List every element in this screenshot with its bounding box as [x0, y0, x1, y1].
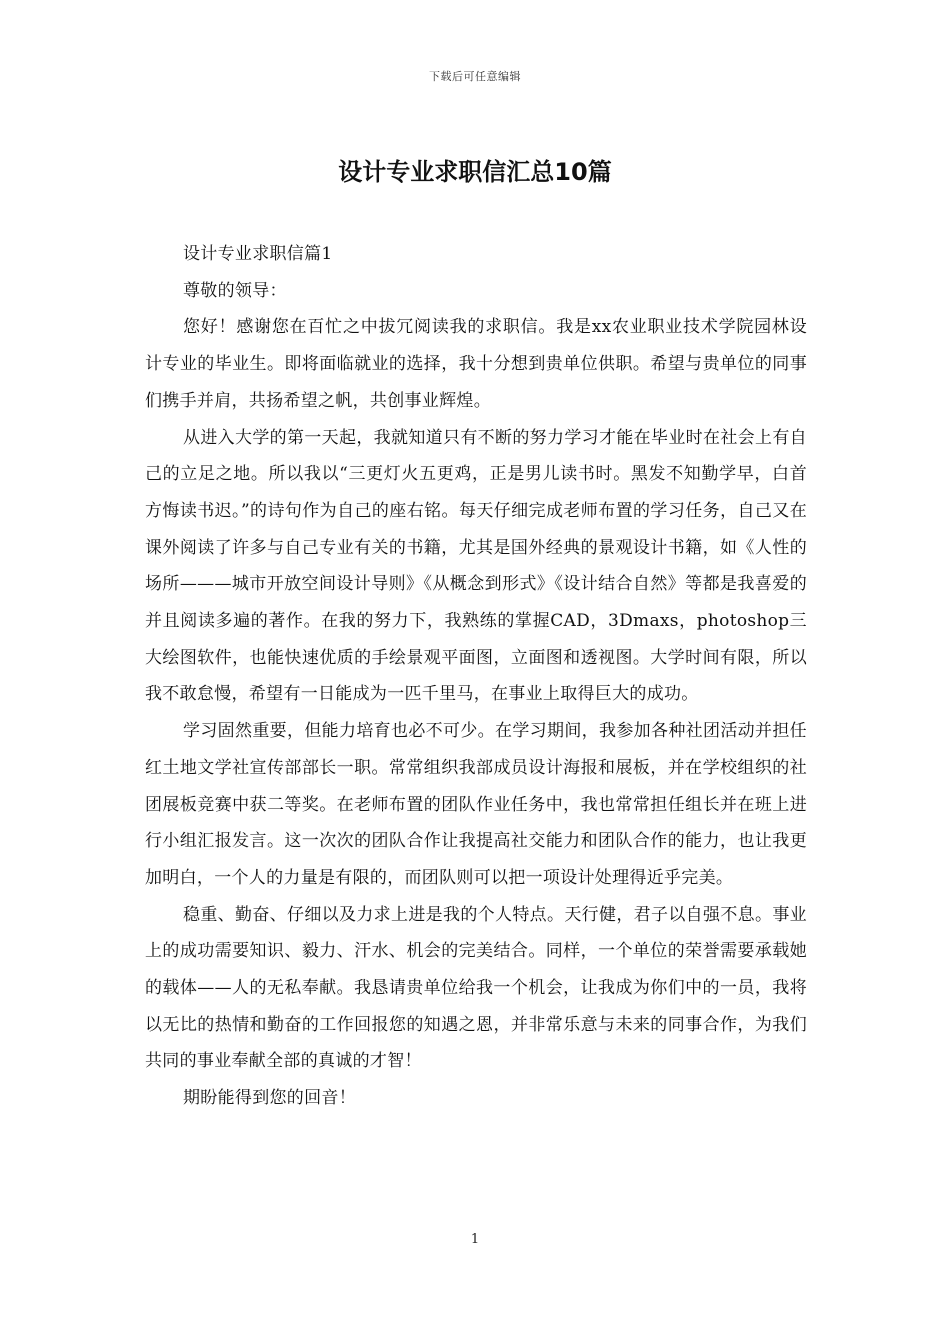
header-note: 下载后可任意编辑: [429, 70, 521, 83]
body-paragraph: 您好！感谢您在百忙之中拔冗阅读我的求职信。我是xx农业职业技术学院园林设计专业的毕业生。即将面临就业的选择，我十分想到贵单位供职。希望与贵单位的同事们携手并肩，共扬希望之帆，共创事业辉煌。: [145, 317, 807, 411]
body-paragraph: 学习固然重要，但能力培育也必不可少。在学习期间，我参加各种社团活动并担任红土地文学社宣传部部长一职。常常组织我部成员设计海报和展板，并在学校组织的社团展板竞赛中获二等奖。在老师布置的团队作业任务中，我也常常担任组长并在班上进行小组汇报发言。这一次次的团队合作让我提高社交能力和团队合作的能力，也让我更加明白，一个人的力量是有限的，而团队则可以把一项设计处理得近乎完美。: [145, 721, 807, 888]
page-number: 1: [470, 1232, 480, 1247]
document-title: 设计专业求职信汇总10篇: [338, 158, 612, 186]
closing-line: 期盼能得到您的回音！: [183, 1088, 356, 1109]
section-heading: 设计专业求职信篇1: [183, 244, 333, 264]
body-paragraph: 从进入大学的第一天起，我就知道只有不断的努力学习才能在毕业时在社会上有自己的立足之地。所以我以“三更灯火五更鸡，正是男儿读书时。黑发不知勤学早，白首方悔读书迟。”的诗句作为自己的座右铭。每天仔细完成老师布置的学习任务，自己又在课外阅读了许多与自己专业有关的书籍，尤其是国外经典的景观设计书籍，如《人性的场所———城市开放空间设计导则》《从概念到形式》《设计结合自然》等都是我喜爱的并且阅读多遍的著作。在我的努力下，我熟练的掌握CAD，3Dmaxs，photoshop三大绘图软件，也能快速优质的手绘景观平面图，立面图和透视图。大学时间有限，所以我不敢怠慢，希望有一日能成为一匹千里马，在事业上取得巨大的成功。: [145, 427, 807, 705]
salutation: 尊敬的领导：: [183, 280, 287, 301]
body-paragraph: 稳重、勤奋、仔细以及力求上进是我的个人特点。天行健，君子以自强不息。事业上的成功需要知识、毅力、汗水、机会的完美结合。同样，一个单位的荣誉需要承载她的载体——人的无私奉献。我恳请贵单位给我一个机会，让我成为你们中的一员，我将以无比的热情和勤奋的工作回报您的知遇之恩，并非常乐意与未来的同事合作，为我们共同的事业奉献全部的真诚的才智！: [145, 904, 807, 1072]
document-body: [145, 236, 807, 1117]
